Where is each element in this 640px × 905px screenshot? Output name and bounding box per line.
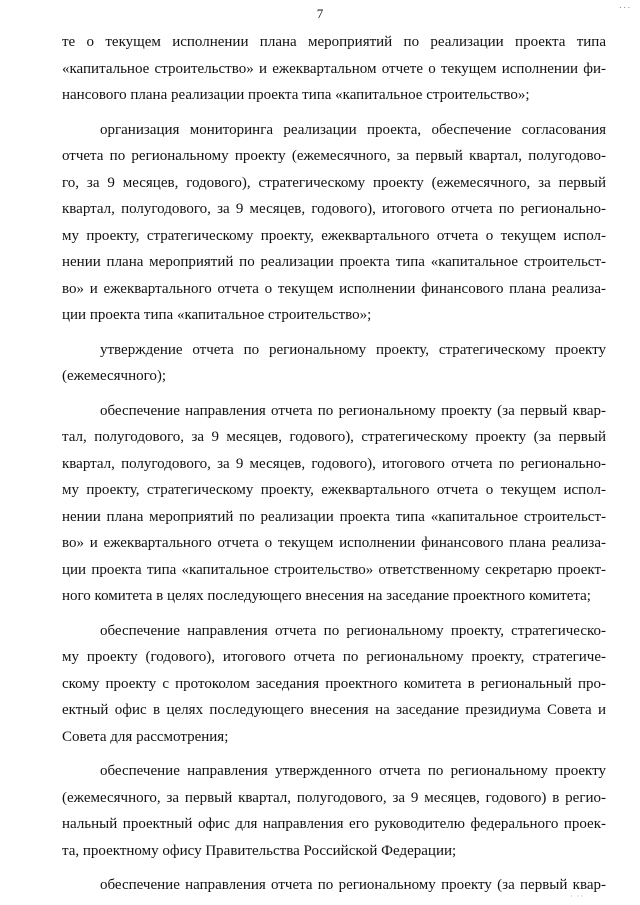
text-line: му проекту, стратегическому проекту, ежеквартального отчета о текущем испол- xyxy=(62,482,606,498)
paragraph xyxy=(62,29,606,109)
text-line: ции проекта типа «капитальное строительство»; xyxy=(62,307,372,323)
text-line: ного комитета в целях последующего внесения на заседание проектного комитета; xyxy=(62,588,591,604)
text-line: обеспечение направления отчета по региональному проекту (за первый квар- xyxy=(100,402,606,419)
paragraph xyxy=(62,398,606,610)
text-line: утверждение отчета по региональному проекту, стратегическому проекту xyxy=(100,341,606,358)
page-number: 7 xyxy=(316,6,324,21)
text-line: во» и ежеквартального отчета о текущем исполнении финансового плана реализа- xyxy=(62,535,606,551)
text-line: обеспечение направления утвержденного отчета по региональному проекту xyxy=(100,763,606,779)
text-line: тал, полугодового, за 9 месяцев, годового), стратегическому проекту (за первый xyxy=(62,429,606,445)
text-line: организация мониторинга реализации проекта, обеспечение согласования xyxy=(100,121,606,138)
text-line: нении плана мероприятий по реализации проекта типа «капитальное строительст- xyxy=(62,254,606,270)
text-line: нансового плана реализации проекта типа «капитальное строительство»; xyxy=(62,87,530,103)
text-line: нении плана мероприятий по реализации проекта типа «капитальное строительст- xyxy=(62,508,606,525)
text-line: скому проекту с протоколом заседания проектного комитета в региональный про- xyxy=(62,675,606,692)
footer-mark: · ·· xyxy=(570,892,584,901)
text-line: во» и ежеквартального отчета о текущем исполнении финансового плана реализа- xyxy=(62,280,606,297)
paragraph xyxy=(62,872,606,899)
paragraph xyxy=(62,117,606,329)
text-line: нальный проектный офис для направления его руководителю федерального проек- xyxy=(62,816,606,832)
text-line: Совета для рассмотрения; xyxy=(62,728,229,745)
text-line: ции проекта типа «капитальное строительство» ответственному секретарю проект- xyxy=(62,561,606,578)
text-line: та, проектному офису Правительства Российской Федерации; xyxy=(62,842,457,859)
text-line: «капитальное строительство» и ежеквартальном отчете о текущем исполнении фи- xyxy=(62,60,606,77)
text-line: отчета по региональному проекту (ежемесячного, за первый квартал, полугодово- xyxy=(62,148,606,164)
paragraph xyxy=(62,618,606,751)
text-line: те о текущем исполнении плана мероприятий по реализации проекта типа xyxy=(62,34,606,50)
text-line: ектный офис в целях последующего внесения на заседание президиума Совета и xyxy=(62,702,606,718)
paragraph xyxy=(62,337,606,390)
text-line: квартал, полугодового, за 9 месяцев, годового), итогового отчета по регионально- xyxy=(62,201,606,217)
text-line: квартал, полугодового, за 9 месяцев, годового), итогового отчета по регионально- xyxy=(62,455,606,472)
text-line: (ежемесячного); xyxy=(62,368,167,384)
corner-mark: ... xyxy=(619,0,632,10)
text-line: го, за 9 месяцев, годового), стратегическому проекту (ежемесячного, за первый xyxy=(62,174,606,191)
text-line: обеспечение направления отчета по региональному проекту (за первый квар- xyxy=(100,877,606,893)
text-line: обеспечение направления отчета по региональному проекту, стратегическо- xyxy=(100,622,606,639)
document-body xyxy=(62,29,606,899)
text-line: му проекту, стратегическому проекту, ежеквартального отчета о текущем испол- xyxy=(62,227,606,244)
text-line: (ежемесячного, за первый квартал, полугодового, за 9 месяцев, годового) в регио- xyxy=(62,789,606,806)
text-line: му проекту (годового), итогового отчета по региональному проекту, стратегиче- xyxy=(62,649,606,665)
paragraph xyxy=(62,758,606,864)
